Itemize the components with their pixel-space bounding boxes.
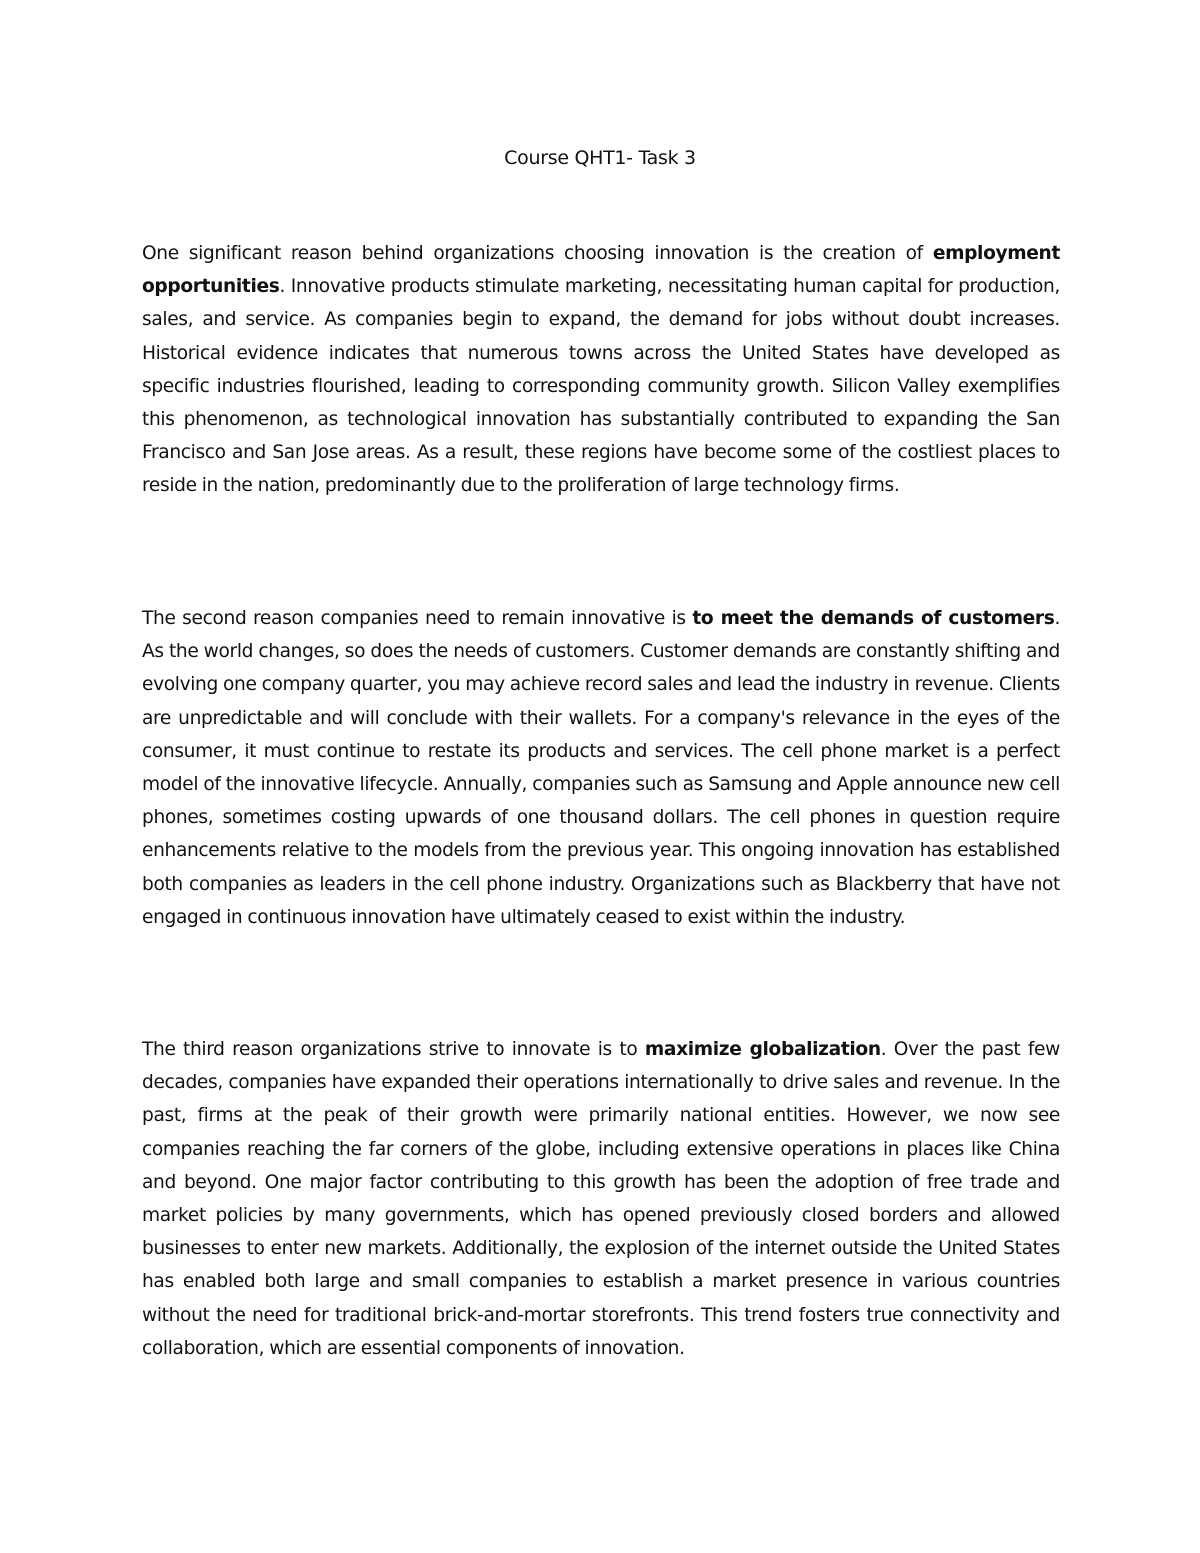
paragraph-bold-phrase: employment opportunities [142, 243, 1060, 298]
paragraph-text-before: The second reason companies need to remain innovative is [142, 608, 693, 629]
paragraph-text-before: The third reason organizations strive to innovate is to [142, 1039, 645, 1060]
paragraph-text-after: . Innovative products stimulate marketing, necessitating human capital for production, sales, and service. As companies begin to expand, the demand for jobs without doubt increases. Historical evidence indicates that numerous towns across the United States have developed as specific industries flourished, leading to corresponding community growth. Silicon Valley exemplifies this phenomenon, as technological innovation has substantially contributed to expanding the San Francisco and San Jose areas. As a result, these regions have become some of the costliest places to reside in the nation, predominantly due to the proliferation of large technology firms. [142, 276, 1060, 497]
document-title: Course QHT1- Task 3 [504, 147, 696, 169]
paragraph-employment [142, 237, 1060, 503]
paragraph-text-before: One significant reason behind organizations choosing innovation is the creation of [142, 243, 933, 264]
paragraph-text-after: . Over the past few decades, companies have expanded their operations internationally to drive sales and revenue. In the past, firms at the peak of their growth were primarily national entities. However, we now see companies reaching the far corners of the globe, including extensive operations in places like China and beyond. One major factor contributing to this growth has been the adoption of free trade and market policies by many governments, which has opened previously closed borders and allowed businesses to enter new markets. Additionally, the explosion of the internet outside the United States has enabled both large and small companies to establish a market presence in various countries without the need for traditional brick-and-mortar storefronts. This trend fosters true connectivity and collaboration, which are essential components of innovation. [142, 1039, 1060, 1359]
paragraph-text-after: . As the world changes, so does the needs of customers. Customer demands are constantly shifting and evolving one company quarter, you may achieve record sales and lead the industry in revenue. Clients are unpredictable and will conclude with their wallets. For a company's relevance in the eyes of the consumer, it must continue to restate its products and services. The cell phone market is a perfect model of the innovative lifecycle. Annually, companies such as Samsung and Apple announce new cell phones, sometimes costing upwards of one thousand dollars. The cell phones in question require enhancements relative to the models from the previous year. This ongoing innovation has established both companies as leaders in the cell phone industry. Organizations such as Blackberry that have not engaged in continuous innovation have ultimately ceased to exist within the industry. [142, 608, 1060, 928]
paragraph-globalization [142, 1033, 1060, 1365]
paragraph-bold-phrase: to meet the demands of customers [692, 608, 1055, 629]
paragraph-customers [142, 602, 1060, 934]
paragraph-bold-phrase: maximize globalization [644, 1039, 881, 1060]
